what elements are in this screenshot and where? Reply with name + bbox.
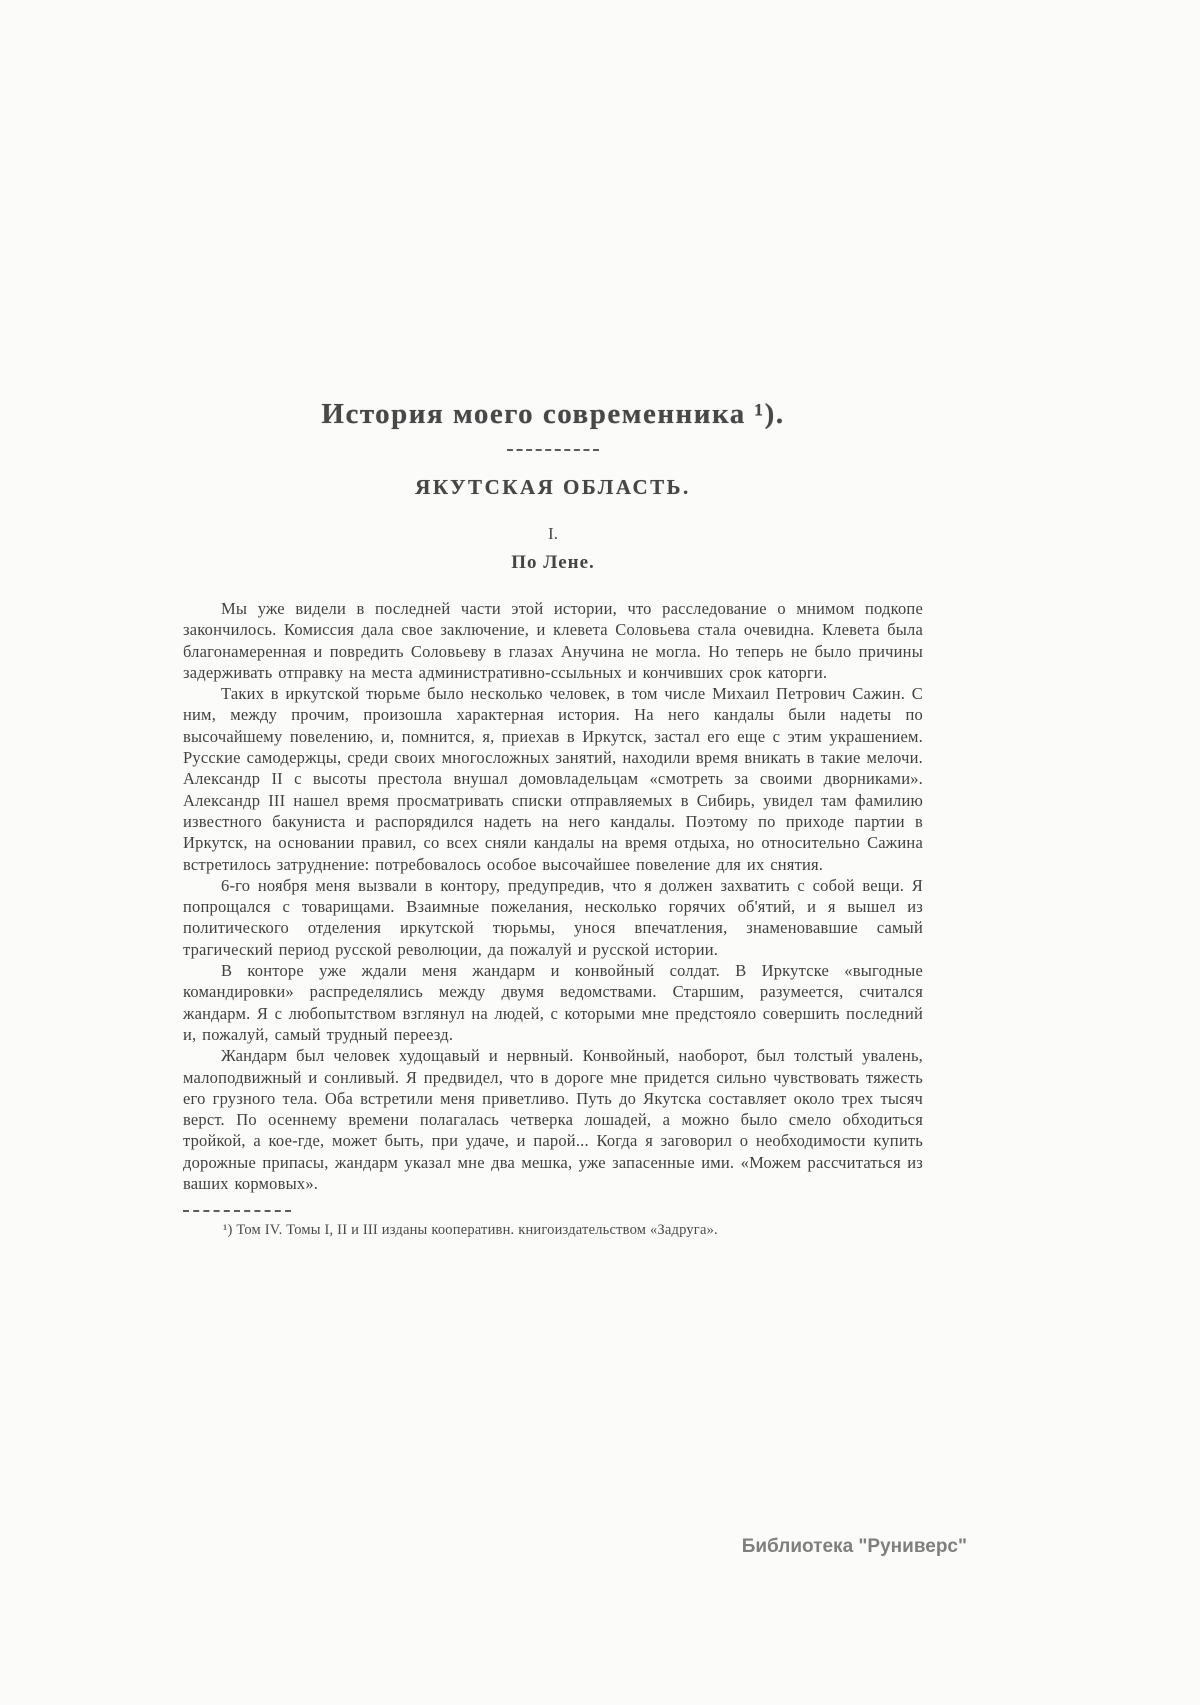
chapter-number: I. [548, 524, 558, 543]
chapter-title: По Лене. [511, 552, 595, 573]
footnote-divider [183, 1210, 291, 1212]
library-watermark: Библиотека "Руниверс" [741, 1536, 967, 1557]
paragraph: Жандарм был человек худощавый и нервный. Конвойный, наоборот, был толстый увалень, малоподвижный и сонливый. Я предвидел, что в дороге мне придется сильно чувствовать тяжесть его грузного тела. Оба встретили меня приветливо. Путь до Якутска составляет около трех тысяч верст. По осеннему времени полагалась четверка лошадей, а можно было смело обходиться тройкой, а кое-где, может быть, при удаче, и парой... Когда я заговорил о необходимости купить дорожные припасы, жандарм указал мне два мешка, уже запасенные ими. «Можем рассчитаться из ваших кормовых». [183, 1046, 923, 1194]
section-title: ЯКУТСКАЯ ОБЛАСТЬ. [415, 475, 691, 499]
footnote: ¹) Том IV. Томы I, II и III изданы кооперативн. книгоиздательством «Задруга». [223, 1222, 718, 1239]
paragraph: 6-го ноября меня вызвали в контору, предупредив, что я должен захватить с собой вещи. Я попрощался с товарищами. Взаимные пожелания, несколько горячих об'ятий, и я вышел из политического отделения иркутской тюрьмы, унося впечатления, знаменовавшие самый трагический период русской революции, да пожалуй и русской истории. [183, 875, 923, 959]
paragraph: Мы уже видели в последней части этой истории, что расследование о мнимом подкопе закончилось. Комиссия дала свое заключение, и клевета Соловьева стала очевидна. Клевета была благонамеренная и повредить Соловьеву в глазах Анучина не могла. Но теперь не было причины задерживать отправку на места административно-ссыльных и кончивших срок каторги. [183, 599, 923, 682]
paragraph: В конторе уже ждали меня жандарм и конвойный солдат. В Иркутске «выгодные командировки» распределялись между двумя ведомствами. Старшим, разумеется, считался жандарм. Я с любопытством взглянул на людей, с которыми мне предстояло совершить последний и, пожалуй, самый трудный переезд. [183, 961, 923, 1044]
book-title: История моего современника ¹). [321, 398, 785, 430]
page-text-block [183, 398, 923, 1240]
title-divider [507, 449, 599, 451]
paragraph: Таких в иркутской тюрьме было несколько человек, в том числе Михаил Петрович Сажин. С ним, между прочим, произошла характерная история. На него кандалы были надеты по высочайшему повелению, и, помнится, я, приехав в Иркутск, застал его еще с этим украшением. Русские самодержцы, среди своих многосложных занятий, находили время вникать в такие мелочи. Александр II с высоты престола внушал домовладельцам «смотреть за своими дворниками». Александр III нашел время просматривать списки отправляемых в Сибирь, увидел там фамилию известного бакуниста и распорядился надеть на него кандалы. Поэтому по приходе партии в Иркутск, на основании правил, со всех сняли кандалы на время отдыха, но относительно Сажина встретилось затруднение: потребовалось особое высочайшее повеление для их снятия. [183, 684, 923, 874]
